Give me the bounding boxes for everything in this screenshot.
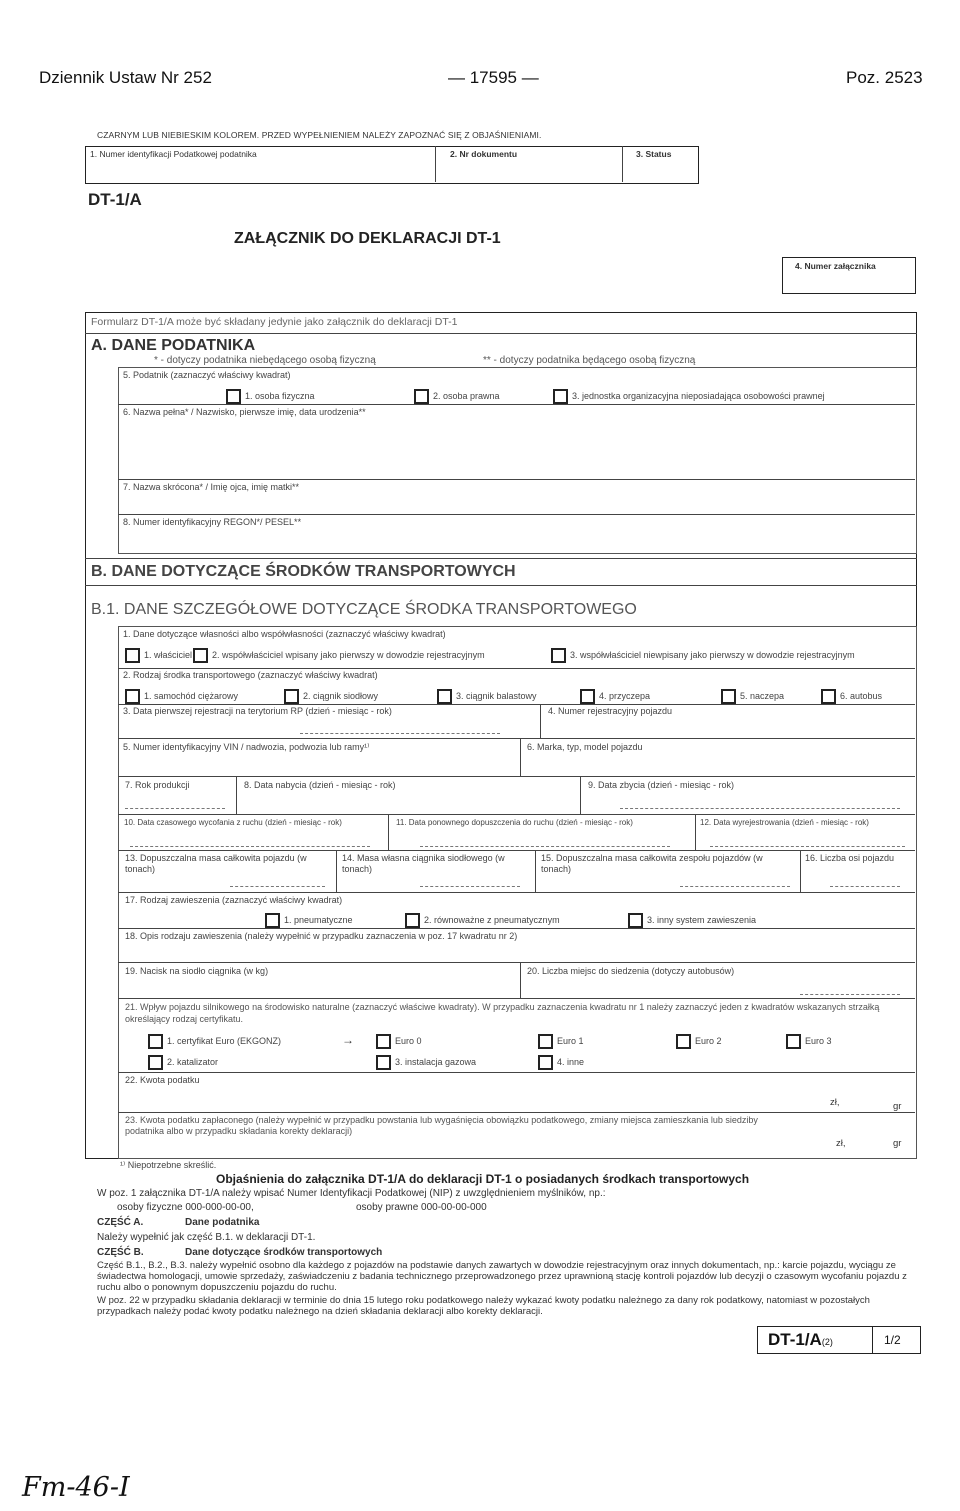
b-field-21-label: 21. Wpływ pojazdu silnikowego na środowisko naturalne (zaznaczyć właściwe kwadraty). W przypadku zaznaczenia kwadratu nr 1 należy zaznaczyć jeden z kwadratów wskazanych strzałką określający rodzaj certyfikatu. [125,1002,880,1024]
gr-label: gr [893,1138,902,1149]
checkbox-icon [265,913,280,928]
b-field-19-label: 19. Nacisk na siodło ciągnika (w kg) [125,966,269,976]
b-field-3-label: 3. Data pierwszej rejestracji na terytorium RP (dzień - miesiąc - rok) [123,706,392,716]
checkbox-icon [786,1034,801,1049]
field-8-input[interactable] [123,529,911,549]
divider [118,404,915,405]
divider [622,146,623,182]
option-co-owner-other[interactable]: 3. współwłaściciel niewpisany jako pierwszy w dowodzie rejestracyjnym [551,648,855,663]
checkbox-icon [405,913,420,928]
b-field-18-input[interactable] [125,943,910,960]
zl-label: zł, [836,1138,846,1149]
checkbox-icon [437,689,452,704]
form-note: Formularz DT-1/A może być składany jedynie jako załącznik do deklaracji DT-1 [91,316,458,328]
weight-input-line[interactable] [230,886,325,887]
field-7-label: 7. Nazwa skrócona* / Imię ojca, imię matki** [123,482,300,492]
date-input-line[interactable] [130,846,370,847]
section-b-title: B. DANE DOTYCZĄCE ŚRODKÓW TRANSPORTOWYCH [91,563,516,580]
divider [118,738,915,739]
option-co-owner-first[interactable]: 2. współwłaściciel wpisany jako pierwszy w dowodzie rejestracyjnym [193,648,485,663]
checkbox-icon [414,389,429,404]
checkbox-icon [553,389,568,404]
document-number-input[interactable] [440,162,618,178]
checkbox-icon [821,689,836,704]
position-number: Poz. 2523 [846,68,923,87]
divider [388,814,389,850]
checkbox-icon [376,1034,391,1049]
option-catalyst[interactable]: 2. katalizator [148,1055,218,1070]
divider [118,962,915,963]
status-label: 3. Status [636,149,672,159]
field-7-input[interactable] [123,494,911,512]
checkbox-icon [580,689,595,704]
footnote: ¹⁾ Niepotrzebne skreślić. [120,1160,217,1170]
option-truck[interactable]: 1. samochód ciężarowy [125,689,238,704]
b-field-18-label: 18. Opis rodzaju zawieszenia (należy wypełnić w przypadku zaznaczenia w poz. 17 kwadratu nr 2) [125,931,518,941]
b-field-14-label: 14. Masa własna ciągnika siodłowego (w tonach) [342,853,505,874]
nip-input[interactable] [90,162,430,178]
weight-input-line[interactable] [680,886,790,887]
b-field-4-label: 4. Numer rejestracyjny pojazdu [548,706,673,716]
divider [118,776,915,777]
checkbox-icon [125,648,140,663]
checkbox-icon [193,648,208,663]
option-legal-person[interactable]: 2. osoba prawna [414,389,500,404]
weight-input-line[interactable] [420,886,520,887]
b-field-5-label: 5. Numer identyfikacyjny VIN / nadwozia, podwozia lub ramy¹⁾ [123,742,370,752]
divider [118,1112,915,1113]
footer-code: DT-1/A(2) [768,1330,833,1349]
arrow-icon: → [342,1033,354,1047]
divider [118,892,915,893]
document-number-label: 2. Nr dokumentu [450,149,518,159]
checkbox-icon [628,913,643,928]
divider [695,814,696,850]
divider [118,479,915,480]
section-b1-title: B.1. DANE SZCZEGÓŁOWE DOTYCZĄCE ŚRODKA TRANSPORTOWEGO [91,601,637,618]
b-field-7-label: 7. Rok produkcji [125,780,190,790]
handwritten-note: Fm-46-I [22,1472,130,1503]
explanation-p1b: osoby prawne 000-00-00-000 [356,1202,487,1213]
b-field-1-label: 1. Dane dotyczące własności albo współwłasności (zaznaczyć właściwy kwadrat) [123,629,446,639]
b-field-9-label: 9. Data zbycia (dzień - miesiąc - rok) [588,780,735,790]
divider [118,668,915,669]
date-input-line[interactable] [300,733,500,734]
divider [85,558,917,559]
divider [118,514,915,515]
part-b-title: Dane dotyczące środków transportowych [185,1247,383,1258]
date-input-line[interactable] [710,846,905,847]
b-field-15-label: 15. Dopuszczalna masa całkowita zespołu pojazdów (w tonach) [541,853,763,874]
checkbox-icon [676,1034,691,1049]
checkbox-icon [148,1055,163,1070]
top-note: CZARNYM LUB NIEBIESKIM KOLOREM. PRZED WYPEŁNIENIEM NALEŻY ZAPOZNAĆ SIĘ Z OBJAŚNIENIAMI. [97,130,542,140]
b-field-2-label: 2. Rodzaj środka transportowego (zaznaczyć właściwy kwadrat) [123,670,378,680]
zl-label: zł, [830,1097,840,1108]
divider [580,776,581,814]
divider [85,333,917,334]
option-euro-cert[interactable]: 1. certyfikat Euro (EKGONZ) [148,1034,281,1049]
option-euro-0[interactable]: Euro 0 [376,1034,422,1049]
checkbox-icon [538,1034,553,1049]
option-other-env[interactable]: 4. inne [538,1055,584,1070]
option-natural-person[interactable]: 1. osoba fizyczna [226,389,315,404]
status-input[interactable] [626,162,694,178]
b-field-23-label: 23. Kwota podatku zapłaconego (należy wypełnić w przypadku powstania lub wygaśnięcia obowiązku podatkowego, zmiany miejsca zamieszkania lub siedziby podatnika albo w przypadku składania korekty deklaracji) [125,1115,758,1136]
divider [520,962,521,998]
option-pneumatic[interactable]: 1. pneumatyczne [265,913,353,928]
checkbox-icon [284,689,299,704]
checkbox-icon [148,1034,163,1049]
form-code: DT-1/A [88,190,142,209]
attachment-number-label: 4. Numer załącznika [795,261,876,271]
footer-page: 1/2 [884,1333,901,1347]
option-euro-2[interactable]: Euro 2 [676,1034,722,1049]
divider [118,704,915,705]
checkbox-icon [538,1055,553,1070]
divider [236,776,237,814]
divider [85,585,917,586]
legend-1: * - dotyczy podatnika niebędącego osobą fizyczną [154,355,376,366]
part-a-title: Dane podatnika [185,1217,260,1228]
explanation-p1: W poz. 1 załącznika DT-1/A należy wpisać Numer Identyfikacji Podatkowej (NIP) z uwzględnieniem myślników, np.: [97,1188,606,1199]
field-8-label: 8. Numer identyfikacyjny REGON*/ PESEL** [123,517,302,527]
field-6-input[interactable] [123,419,911,475]
option-trailer[interactable]: 4. przyczepa [580,689,650,704]
sale-date-input-line[interactable] [620,808,900,809]
b-field-17-label: 17. Rodzaj zawieszenia (zaznaczyć właściwy kwadrat) [125,895,343,905]
divider [118,814,915,815]
divider [520,738,521,776]
part-b-text: Część B.1., B.2., B.3. należy wypełnić osobno dla każdego z pojazdów na podstawie danych zawartych w dowodzie rejestracyjnym oraz innych dokumentach, np.: karcie pojazdu, wyciągu ze świadectwa homologacji, umowie sprzedaży, zaświadczeniu z badania technicznego przeprowadzonego przez uprawnioną stację kontroli pojazdów lub decyzji o czasowym wycofaniu pojazdu z ruchu albo o ponownym dopuszczeniu pojazdu do ruchu. [97,1260,907,1293]
checkbox-icon [226,389,241,404]
divider [872,1326,873,1353]
axles-input-line[interactable] [830,886,900,887]
divider [118,998,915,999]
nip-field-label: 1. Numer identyfikacji Podatkowej podatnika [90,149,257,159]
year-input-line[interactable] [125,808,225,809]
option-euro-1[interactable]: Euro 1 [538,1034,584,1049]
field-6-label: 6. Nazwa pełna* / Nazwisko, pierwsze imię, data urodzenia** [123,407,366,417]
option-euro-3[interactable]: Euro 3 [786,1034,832,1049]
divider [540,704,541,738]
journal-title: Dziennik Ustaw Nr 252 [39,68,212,87]
checkbox-icon [125,689,140,704]
divider [336,850,337,892]
b-field-20-label: 20. Liczba miejsc do siedzenia (dotyczy autobusów) [527,966,735,976]
divider [118,1072,915,1073]
part-a-text: Należy wypełnić jak część B.1. w deklaracji DT-1. [97,1232,316,1243]
b-field-16-label: 16. Liczba osi pojazdu [805,853,895,863]
section-a-title: A. DANE PODATNIKA [91,337,256,354]
divider [118,850,915,851]
option-owner[interactable]: 1. właściciel [125,648,192,663]
checkbox-icon [376,1055,391,1070]
divider [118,928,915,929]
checkbox-icon [721,689,736,704]
option-org-unit[interactable]: 3. jednostka organizacyjna nieposiadająca osobowości prawnej [553,389,825,404]
divider [800,850,801,892]
part-a-label: CZĘŚĆ A. [97,1217,144,1228]
option-equivalent[interactable]: 2. równoważne z pneumatycznym [405,913,560,928]
date-input-line[interactable] [420,846,670,847]
legend-2: ** - dotyczy podatnika będącego osobą fizyczną [483,355,696,366]
b-field-10-label: 10. Data czasowego wycofania z ruchu (dzień - miesiąc - rok) [124,818,342,827]
part-b-text-2: W poz. 22 w przypadku składania deklaracji w terminie do dnia 15 lutego roku podatkowego należy wykazać kwoty podatku należnego za dany rok podatkowy, natomiast w pozostałych przypadkach należy podać kwoty podatku należnego na dzień składania deklaracji albo korekty deklaracji. [97,1295,870,1317]
option-other-suspension[interactable]: 3. inny system zawieszenia [628,913,756,928]
part-b-label: CZĘŚĆ B. [97,1247,144,1258]
explanation-p1a: osoby fizyczne 000-000-00-00, [117,1202,254,1213]
option-semitrailer[interactable]: 5. naczepa [721,689,784,704]
page-number: — 17595 — [448,68,539,87]
divider [535,850,536,892]
option-tractor[interactable]: 2. ciągnik siodłowy [284,689,378,704]
form-title: ZAŁĄCZNIK DO DEKLARACJI DT-1 [234,230,501,247]
seats-input-line[interactable] [800,994,900,995]
option-bus[interactable]: 6. autobus [821,689,882,704]
field-5-label: 5. Podatnik (zaznaczyć właściwy kwadrat) [123,370,291,380]
option-ballast-tractor[interactable]: 3. ciągnik balastowy [437,689,537,704]
divider [435,146,436,182]
b-field-6-label: 6. Marka, typ, model pojazdu [527,742,643,752]
explanations-title: Objaśnienia do załącznika DT-1/A do deklaracji DT-1 o posiadanych środkach transportowych [216,1172,750,1186]
b-field-8-label: 8. Data nabycia (dzień - miesiąc - rok) [244,780,396,790]
option-gas-installation[interactable]: 3. instalacja gazowa [376,1055,476,1070]
b-field-22-label: 22. Kwota podatku [125,1075,200,1085]
b-field-11-label: 11. Data ponownego dopuszczenia do ruchu (dzień - miesiąc - rok) [396,818,633,827]
b-field-13-label: 13. Dopuszczalna masa całkowita pojazdu (w tonach) [125,853,307,874]
checkbox-icon [551,648,566,663]
gr-label: gr [893,1101,902,1112]
b-field-12-label: 12. Data wyrejestrowania (dzień - miesiąc - rok) [700,818,869,827]
